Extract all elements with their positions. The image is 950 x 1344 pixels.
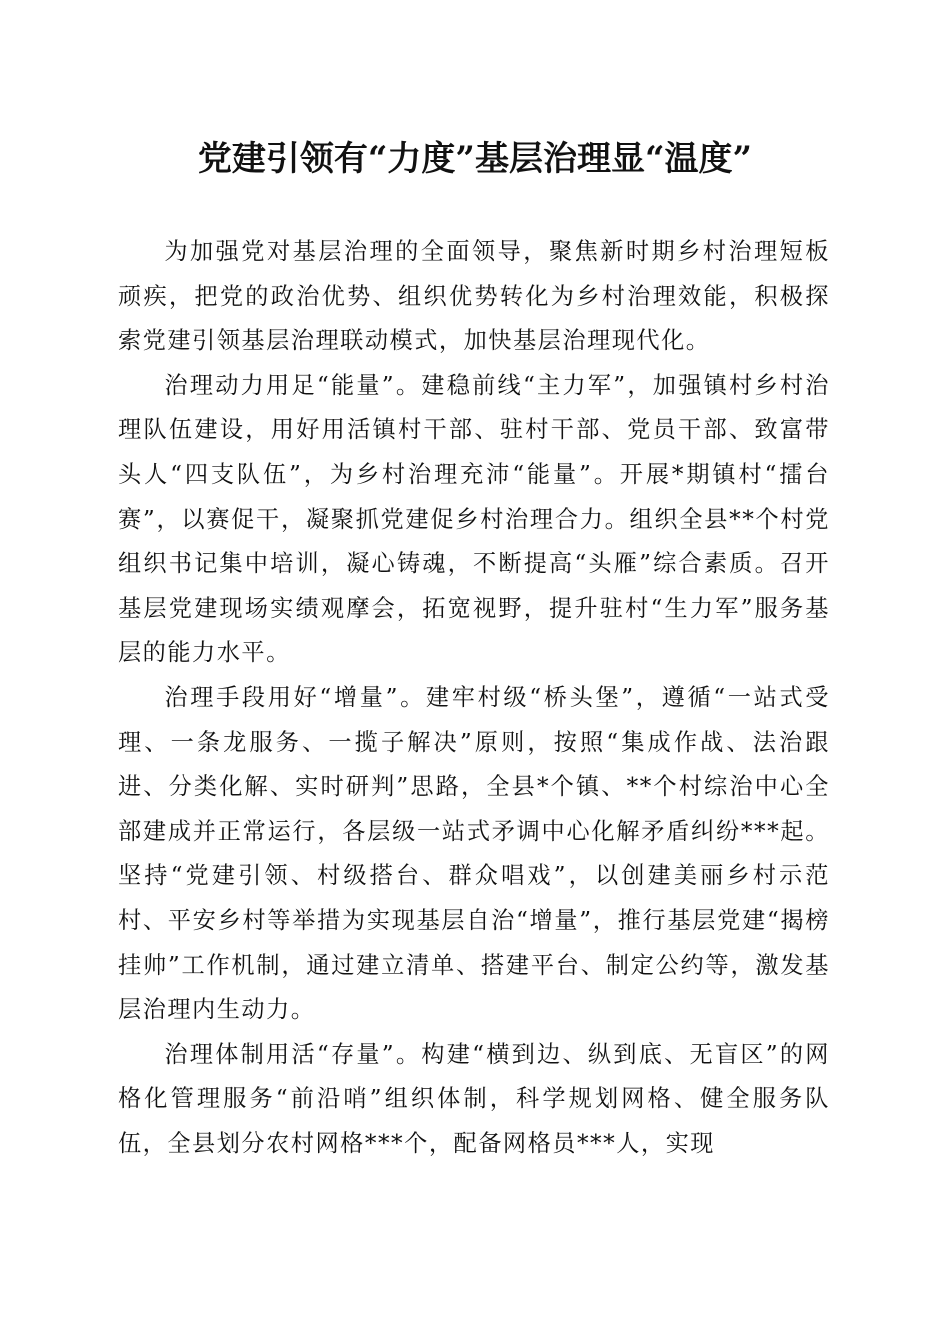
paragraph-energy: 治理动力用足“能量”。建稳前线“主力军”，加强镇村乡村治理队伍建设，用好用活镇村干部、驻村干部、党员干部、致富带头人“四支队伍”，为乡村治理充沛“能量”。开展*期镇村“擂台赛”，以赛促干，凝聚抓党建促乡村治理合力。组织全县**个村党组织书记集中培训，凝心铸魂，不断提高“头雁”综合素质。召开基层党建现场实绩观摩会，拓宽视野，提升驻村“生力军”服务基层的能力水平。: [118, 371, 830, 667]
document-body: [118, 230, 830, 1166]
document-title: 党建引领有“力度”基层治理显“温度”: [197, 139, 753, 179]
paragraph-stock: 治理体制用活“存量”。构建“横到边、纵到底、无盲区”的网格化管理服务“前沿哨”组织体制，科学规划网格、健全服务队伍，全县划分农村网格***个，配备网格员***人，实现: [118, 1040, 830, 1157]
paragraph-increment: 治理手段用好“增量”。建牢村级“桥头堡”，遵循“一站式受理、一条龙服务、一揽子解决”原则，按照“集成作战、法治跟进、分类化解、实时研判”思路，全县*个镇、**个村综治中心全部建成并正常运行，各层级一站式矛调中心化解矛盾纠纷***起。坚持“党建引领、村级搭台、群众唱戏”，以创建美丽乡村示范村、平安乡村等举措为实现基层自治“增量”，推行基层党建“揭榜挂帅”工作机制，通过建立清单、搭建平台、制定公约等，激发基层治理内生动力。: [118, 683, 830, 1024]
paragraph-intro: 为加强党对基层治理的全面领导，聚焦新时期乡村治理短板顽疾，把党的政治优势、组织优势转化为乡村治理效能，积极探索党建引领基层治理联动模式，加快基层治理现代化。: [118, 238, 830, 355]
